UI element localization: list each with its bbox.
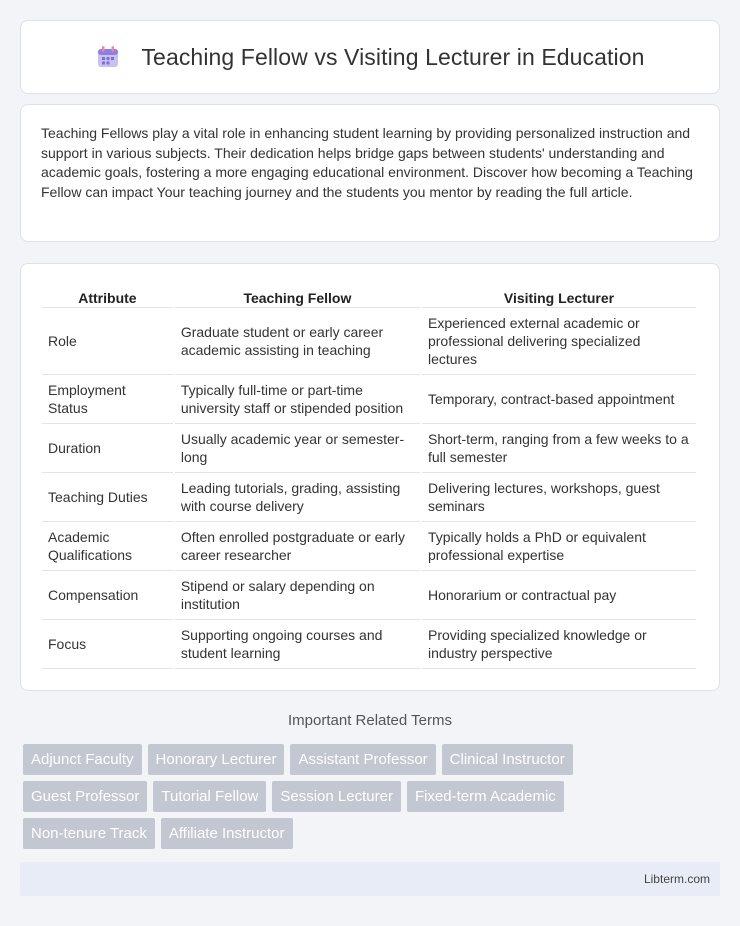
related-term-tag[interactable]: Assistant Professor (290, 744, 435, 775)
row-attribute: Employment Status (42, 375, 173, 424)
related-term-tag[interactable]: Affiliate Instructor (161, 818, 293, 849)
header-attribute: Attribute (42, 284, 173, 308)
row-visiting-lecturer: Short-term, ranging from a few weeks to a full semester (422, 424, 696, 473)
related-term-tag[interactable]: Honorary Lecturer (148, 744, 285, 775)
calendar-icon (95, 44, 121, 70)
row-attribute: Role (42, 308, 173, 375)
row-attribute: Teaching Duties (42, 473, 173, 522)
header-card (20, 20, 720, 94)
table-row (42, 375, 696, 424)
row-visiting-lecturer: Honorarium or contractual pay (422, 571, 696, 620)
header-teaching-fellow: Teaching Fellow (175, 284, 420, 308)
row-attribute: Academic Qualifications (42, 522, 173, 571)
table-row (42, 571, 696, 620)
row-teaching-fellow: Supporting ongoing courses and student learning (175, 620, 420, 669)
footer-site-link[interactable]: Libterm.com (643, 872, 710, 886)
row-teaching-fellow: Usually academic year or semester-long (175, 424, 420, 473)
row-teaching-fellow: Stipend or salary depending on institution (175, 571, 420, 620)
row-visiting-lecturer: Delivering lectures, workshops, guest seminars (422, 473, 696, 522)
table-row (42, 620, 696, 669)
intro-text: Teaching Fellows play a vital role in enhancing student learning by providing personalized instruction and support in various subjects. Their dedication helps bridge gaps between students' understanding and academic goals, fostering a more engaging educational environment. Discover how becoming a Teaching Fellow can impact Your teaching journey and the students you mentor by reading the full article. (41, 125, 693, 200)
related-term-tag[interactable]: Non-tenure Track (23, 818, 155, 849)
table-row (42, 424, 696, 473)
related-term-tag[interactable]: Guest Professor (23, 781, 147, 812)
row-attribute: Duration (42, 424, 173, 473)
row-teaching-fellow: Typically full-time or part-time university staff or stipended position (175, 375, 420, 424)
related-terms-title: Important Related Terms (288, 712, 452, 729)
row-attribute: Compensation (42, 571, 173, 620)
header-visiting-lecturer: Visiting Lecturer (422, 284, 696, 308)
row-attribute: Focus (42, 620, 173, 669)
table-row (42, 473, 696, 522)
row-visiting-lecturer: Providing specialized knowledge or industry perspective (422, 620, 696, 669)
related-term-tag[interactable]: Fixed-term Academic (407, 781, 564, 812)
row-visiting-lecturer: Temporary, contract-based appointment (422, 375, 696, 424)
related-term-tag[interactable]: Clinical Instructor (442, 744, 573, 775)
footer (20, 862, 720, 896)
table-row (42, 308, 696, 375)
comparison-table-card (20, 263, 720, 691)
row-visiting-lecturer: Experienced external academic or professional delivering specialized lectures (422, 308, 696, 375)
related-term-tag[interactable]: Adjunct Faculty (23, 744, 142, 775)
comparison-table (40, 284, 698, 669)
row-teaching-fellow: Leading tutorials, grading, assisting with course delivery (175, 473, 420, 522)
intro-card (20, 104, 720, 242)
table-header-row (42, 284, 696, 308)
page-title: Teaching Fellow vs Visiting Lecturer in Education (141, 43, 645, 70)
related-term-tag[interactable]: Tutorial Fellow (153, 781, 266, 812)
row-teaching-fellow: Graduate student or early career academic assisting in teaching (175, 308, 420, 375)
related-term-tag[interactable]: Session Lecturer (272, 781, 401, 812)
related-terms-list (23, 744, 723, 855)
row-visiting-lecturer: Typically holds a PhD or equivalent professional expertise (422, 522, 696, 571)
table-row (42, 522, 696, 571)
row-teaching-fellow: Often enrolled postgraduate or early career researcher (175, 522, 420, 571)
